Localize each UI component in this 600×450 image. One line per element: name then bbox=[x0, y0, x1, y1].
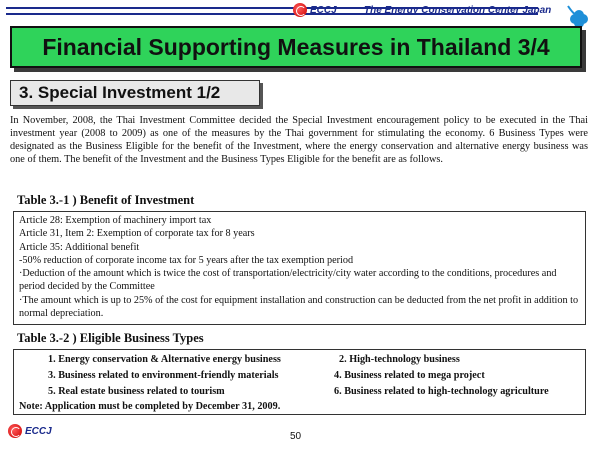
footer-logo-text: ECCJ bbox=[25, 425, 52, 437]
business-item-1: 1. Energy conservation & Alternative energy business bbox=[48, 354, 281, 365]
organization-name: The Energy Conservation Center Japan bbox=[364, 5, 552, 16]
benefit-table bbox=[13, 211, 586, 325]
benefit-line: Article 35: Additional benefit bbox=[19, 241, 140, 253]
eccj-emblem-icon bbox=[293, 3, 307, 17]
footer-eccj-logo bbox=[8, 424, 52, 438]
benefit-line: ·Deduction of the amount which is twice the cost of transportation/electricity/city water according to the conditions, procedures and period decided by the Committee bbox=[19, 268, 557, 293]
eccj-logo bbox=[293, 3, 337, 17]
business-item-5: 5. Real estate business related to tourism bbox=[48, 386, 225, 397]
business-item-6: 6. Business related to high-technology agriculture bbox=[334, 386, 549, 397]
application-note: Note: Application must be completed by December 31, 2009. bbox=[19, 401, 281, 412]
section-heading: 3. Special Investment 1/2 bbox=[19, 83, 221, 102]
intro-paragraph: In November, 2008, the Thai Investment Committee decided the Special Investment encouragement policy to be executed in the Thai investment year (2008 to 2009) as one of the measures by the Thai government for stimulating the economy. 6 Business Types were designated as the Business Eligible for the benefit of the Investment, where the energy conservation and alternative energy business was one of them. The benefit of the Investment and the Business Types Eligible for the benefit are as follows. bbox=[10, 115, 588, 165]
benefit-line: -50% reduction of corporate income tax for 5 years after the tax exemption period bbox=[19, 254, 354, 266]
slide-title-box bbox=[10, 26, 582, 68]
business-item-4: 4. Business related to mega project bbox=[334, 370, 485, 381]
slide-title: Financial Supporting Measures in Thailand 3/4 bbox=[42, 33, 550, 60]
benefit-line: ·The amount which is up to 25% of the cost for equipment installation and construction can be deducted from the net profit in addition to normal depreciation. bbox=[19, 294, 579, 320]
table2-title: Table 3.-2 ) Eligible Business Types bbox=[17, 331, 204, 345]
benefit-line: Article 28: Exemption of machinery import tax bbox=[19, 215, 212, 226]
eligible-business-table bbox=[13, 349, 586, 415]
page-number: 50 bbox=[290, 431, 302, 442]
business-item-2: 2. High-technology business bbox=[339, 354, 460, 365]
footer-eccj-emblem-icon bbox=[8, 424, 22, 438]
table1-title: Table 3.-1 ) Benefit of Investment bbox=[17, 193, 195, 207]
eccj-logo-text: ECCJ bbox=[310, 4, 337, 16]
benefit-line: Article 31, Item 2: Exemption of corporate tax for 8 years bbox=[19, 228, 255, 240]
section-heading-box bbox=[10, 80, 260, 106]
business-item-3: 3. Business related to environment-friendly materials bbox=[48, 370, 279, 381]
